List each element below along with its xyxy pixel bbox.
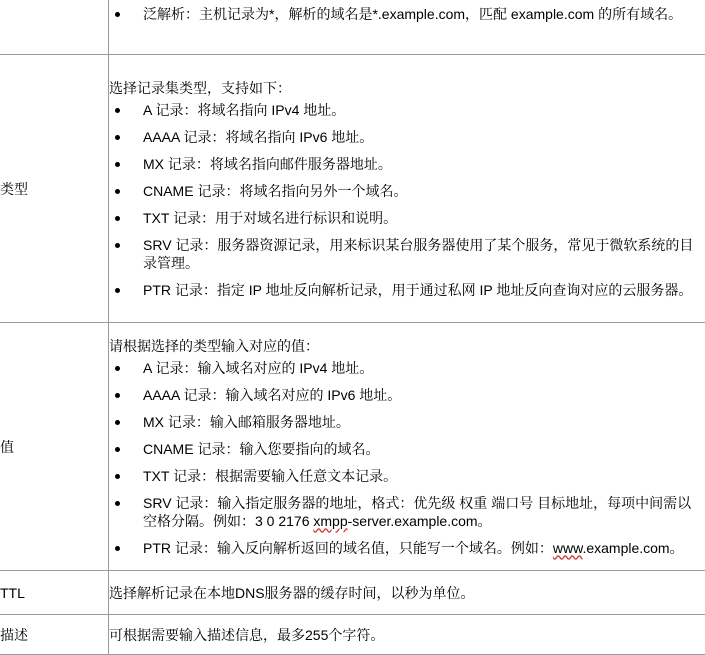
row-label-empty [0,0,109,55]
row-content-type [109,55,705,323]
bullet-icon [115,12,120,17]
row-label-value: 值 [0,323,109,571]
list-item: PTR 记录：指定 IP 地址反向解析记录，用于通过私网 IP 地址反向查询对应的云服务器。 [109,281,705,299]
bullet-list [109,101,705,299]
list-item: TXT 记录：用于对域名进行标识和说明。 [109,209,705,227]
spellcheck-word: xmpp [313,513,347,529]
list-item: MX 记录：输入邮箱服务器地址。 [109,413,705,431]
list-item: CNAME 记录：将域名指向另外一个域名。 [109,182,705,200]
table-row-ttl [0,571,705,615]
row-content-desc: 可根据需要输入描述信息，最多255个字符。 [109,615,705,655]
bullet-icon [115,366,120,371]
bullet-icon [115,474,120,479]
list-item: TXT 记录：根据需要输入任意文本记录。 [109,467,705,485]
table-row-wildcard [0,0,705,55]
bullet-icon [115,243,120,248]
table-row-value [0,323,705,571]
bullet-icon [115,420,120,425]
list-item: 泛解析：主机记录为*，解析的域名是*.example.com，匹配 example.com 的所有域名。 [109,5,705,23]
list-item: AAAA 记录：输入域名对应的 IPv6 地址。 [109,386,705,404]
row-content-value [109,323,705,571]
list-item: A 记录：将域名指向 IPv4 地址。 [109,101,705,119]
value-intro: 请根据选择的类型输入对应的值： [109,336,705,356]
list-item: A 记录：输入域名对应的 IPv4 地址。 [109,359,705,377]
table-row-type [0,55,705,323]
bullet-icon [115,162,120,167]
bullet-icon [115,288,120,293]
bullet-list [109,5,705,23]
row-content-wildcard [109,0,705,55]
row-label-type: 类型 [0,55,109,323]
list-item: PTR 记录：输入反向解析返回的域名值，只能写一个域名。例如：www.example.com。 [109,539,705,557]
row-label-ttl: TTL [0,571,109,615]
bullet-icon [115,135,120,140]
bullet-icon [115,189,120,194]
list-item: SRV 记录：输入指定服务器的地址，格式：优先级 权重 端口号 目标地址，每项中间需以空格分隔。例如：3 0 2176 xmpp-server.example.com。 [109,494,705,530]
bullet-icon [115,447,120,452]
bullet-icon [115,216,120,221]
list-item: SRV 记录：服务器资源记录，用来标识某台服务器使用了某个服务，常见于微软系统的目录管理。 [109,236,705,272]
bullet-icon [115,393,120,398]
bullet-icon [115,108,120,113]
bullet-icon [115,546,120,551]
table-row-desc [0,615,705,655]
bullet-icon [115,501,120,506]
spellcheck-word: www [553,540,583,556]
row-content-ttl: 选择解析记录在本地DNS服务器的缓存时间，以秒为单位。 [109,571,705,615]
row-label-desc: 描述 [0,615,109,655]
type-intro: 选择记录集类型，支持如下： [109,78,705,98]
list-item: MX 记录：将域名指向邮件服务器地址。 [109,155,705,173]
bullet-list [109,359,705,557]
list-item: CNAME 记录：输入您要指向的域名。 [109,440,705,458]
list-item: AAAA 记录：将域名指向 IPv6 地址。 [109,128,705,146]
